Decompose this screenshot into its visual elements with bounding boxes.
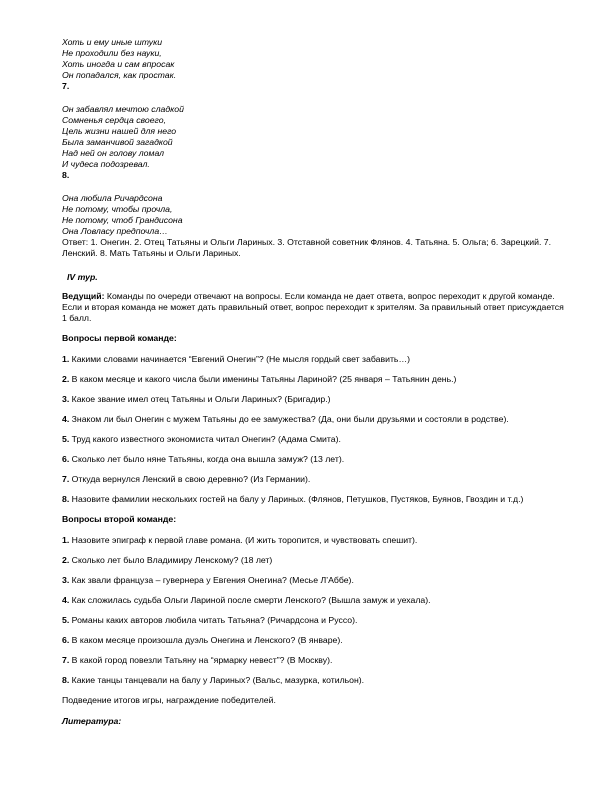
question-number: 1. [62,535,70,545]
text-column [62,37,567,727]
verse-line: Она Ловласу предпочла… [62,226,168,236]
team1-heading: Вопросы первой команде: [62,333,177,343]
verse-line: Сомненья сердца своего, [62,115,166,125]
question-text: В каком месяце произошла дуэль Онегина и Ленского? (В январе). [69,635,343,645]
verse-line: Хоть иногда и сам впросак [62,59,175,69]
question-number: 8. [62,675,70,685]
question-number: 3. [62,394,70,404]
question-item [62,494,567,505]
question-text: Как звали француза – гувернера у Евгения Онегина? (Месье Л’Аббе). [69,575,354,585]
team2-heading: Вопросы второй команде: [62,514,177,524]
stanza-number-8: 8. [62,170,70,180]
question-number: 6. [62,635,70,645]
summary-line: Подведение итогов игры, награждение победителей. [62,695,276,705]
question-text: Как сложилась судьба Ольги Лариной после смерти Ленского? (Вышла замуж и уехала). [69,595,431,605]
question-text: Труд какого известного экономиста читал Онегин? (Адама Смита). [69,434,341,444]
question-item [62,394,567,405]
host-text: Команды по очереди отвечают на вопросы. Если команда не дает ответа, вопрос переходит к другой команде. Если и вторая команда не может дать правильный ответ, вопрос переходит к зрителям. За правильный ответ присуждается 1 балл. [62,291,564,323]
stanza-7 [62,104,567,170]
question-text: Назовите фамилии нескольких гостей на балу у Лариных. (Флянов, Петушков, Пустяков, Буянов, Гвоздин и т.д.) [69,494,524,504]
answer-line: Ответ: 1. Онегин. 2. Отец Татьяны и Ольги Лариных. 3. Отставной советник Флянов. 4. Татьяна. 5. Ольга; 6. Зарецкий. 7. Ленский. 8. Мать Татьяны и Ольги Лариных. [62,237,552,258]
stanza-8 [62,193,567,237]
verse-line: Она любила Ричардсона [62,193,163,203]
question-text: Какое звание имел отец Татьяны и Ольги Лариных? (Бригадир.) [69,394,331,404]
stanza-6-tail [62,37,567,81]
question-number: 3. [62,575,70,585]
question-item [62,474,567,485]
question-text: Сколько лет было няне Татьяны, когда она вышла замуж? (13 лет). [69,454,345,464]
team1-question-list [62,354,567,505]
verse-line: Он попадался, как простак. [62,70,177,80]
verse-line: Над ней он голову ломал [62,148,165,158]
question-number: 7. [62,655,70,665]
question-text: Какими словами начинается “Евгений Онегин”? (Не мысля гордый свет забавить…) [69,354,411,364]
question-item [62,354,567,365]
verse-line: Цель жизни нашей для него [62,126,177,136]
question-text: Знаком ли был Онегин с мужем Татьяны до ее замужества? (Да, они были друзьями и состояли в родстве). [69,414,509,424]
question-item [62,615,567,626]
question-item [62,374,567,385]
question-item [62,595,567,606]
question-number: 1. [62,354,70,364]
host-paragraph [62,291,567,324]
question-item [62,434,567,445]
question-number: 5. [62,615,70,625]
verse-line: Была заманчивой загадкой [62,137,173,147]
question-item [62,535,567,546]
stanza-number-7: 7. [62,81,70,91]
verse-line: Не потому, чтоб Грандисона [62,215,183,225]
question-text: Откуда вернулся Ленский в свою деревню? (Из Германии). [69,474,311,484]
question-text: Романы каких авторов любила читать Татьяна? (Ричардсона и Руссо). [69,615,358,625]
question-number: 2. [62,555,70,565]
question-text: В какой город повезли Татьяну на “ярмарку невест”? (В Москву). [69,655,333,665]
question-text: Какие танцы танцевали на балу у Лариных? (Вальс, мазурка, котильон). [69,675,365,685]
question-number: 6. [62,454,70,464]
question-text: В каком месяце и какого числа были именины Татьяны Лариной? (25 января – Татьянин день.) [69,374,457,384]
verse-line: Он забавлял мечтою сладкой [62,104,184,114]
question-item [62,575,567,586]
question-number: 4. [62,595,70,605]
question-text: Сколько лет было Владимиру Ленскому? (18 лет) [69,555,273,565]
verse-line: Не проходили без науки, [62,48,162,58]
verse-line: Не потому, чтобы прочла, [62,204,173,214]
question-item [62,555,567,566]
verse-line: И чудеса подозревал. [62,159,150,169]
question-number: 5. [62,434,70,444]
question-number: 7. [62,474,70,484]
question-item [62,635,567,646]
question-number: 4. [62,414,70,424]
question-item [62,414,567,425]
question-text: Назовите эпиграф к первой главе романа. (И жить торопится, и чувствовать спешит). [69,535,418,545]
question-item [62,454,567,465]
team2-question-list [62,535,567,686]
question-item [62,655,567,666]
question-item [62,675,567,686]
question-number: 2. [62,374,70,384]
question-number: 8. [62,494,70,504]
verse-line: Хоть и ему иные штуки [62,37,163,47]
literature-heading: Литература: [62,716,122,726]
tour-heading: IV тур. [67,272,98,282]
host-label: Ведущий: [62,291,105,301]
